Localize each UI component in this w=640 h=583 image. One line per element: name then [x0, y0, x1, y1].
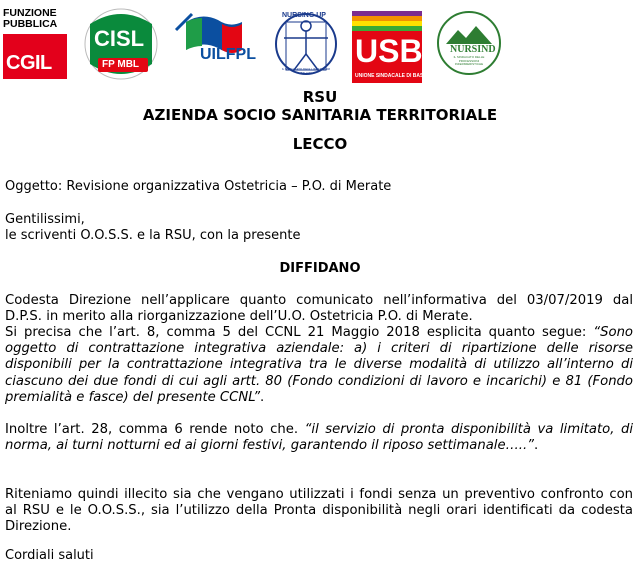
p2-line-1: [5, 325, 633, 341]
cisl-sub: FP MBL: [102, 59, 140, 70]
p3-line-2-quote: norma, ai turni notturni ed ai giorni festivi, garantendo il riposo settimanale…..”: [5, 438, 534, 454]
uilfpl-brand: UILFPL: [200, 46, 256, 63]
closing: Cordiali saluti: [5, 548, 94, 563]
p3-line-1-quote: “il servizio di pronta disponibilità va limitato, di: [304, 422, 633, 437]
p4-line-3: Direzione.: [5, 519, 72, 535]
p2-line-1-quote-start: “Sono: [593, 325, 633, 340]
paragraph-2: [5, 325, 633, 406]
usb-brand: USB: [355, 33, 423, 69]
p1-line-1: Codesta Direzione nell’applicare quanto comunicato nell’informativa del 03/07/2019 dal: [5, 293, 633, 308]
fp-cgil-line2: PUBBLICA: [3, 18, 58, 30]
paragraph-3: [5, 422, 633, 454]
p4-line-1: Riteniamo quindi illecito sia che vengano utilizzati i fondi senza un preventivo confronto con: [5, 487, 633, 502]
cisl-brand: CISL: [94, 26, 145, 51]
nursind-sub: IL SINDACATO DELLE PROFESSIONI INFERMIERISTICHE: [453, 55, 485, 66]
cisl-fp-logo: [84, 8, 158, 80]
fp-cgil-logo: [3, 8, 73, 82]
greeting: Gentilissimi,: [5, 212, 85, 227]
usb-logo: [352, 11, 427, 83]
union-logos-row: [0, 4, 640, 84]
p2-line-5-quote-end: premialità e fasce) del presente CCNL”: [5, 389, 261, 405]
nursind-brand: NURSIND: [450, 44, 496, 55]
uilfpl-logo: [172, 10, 260, 78]
paragraph-4: [5, 487, 633, 536]
uilfpl-flag-icon: [172, 10, 260, 78]
p2-line-5: [5, 390, 633, 406]
usb-sub: UNIONE SINDACALE DI BASE: [355, 73, 427, 79]
p2-line-5-period: .: [260, 389, 265, 405]
intro-line: le scriventi O.O.S.S. e la RSU, con la presente: [5, 228, 301, 243]
paragraph-1: [5, 293, 633, 325]
p4-line-2: al RSU e le O.O.S.S., sia l’utilizzo della Pronta disponibilità negli orari identificati da codesta: [5, 503, 633, 519]
nursing-up-top: NURSING UP: [282, 12, 326, 19]
p1-line-2: D.P.S. in merito alla riorganizzazione dell’U.O. Ostetricia P.O. di Merate.: [5, 309, 473, 325]
header-city: LECCO: [292, 135, 348, 153]
p2-line-4: ciascuno dei due fondi di cui agli artt. 80 (Fondo condizioni di lavoro e incarichi) e 81 (Fondo: [5, 373, 633, 389]
subject-line: Oggetto: Revisione organizzativa Ostetricia – P.O. di Merate: [5, 179, 392, 194]
p2-line-3: disponibili per la contrattazione integrativa tra le diverse modalità di utilizzo all’interno di: [5, 357, 633, 373]
p2-line-1-normal: Si precisa che l’art. 8, comma 5 del CCNL 21 Maggio 2018 esplicita quanto segue:: [5, 325, 594, 340]
header-rsu: RSU: [302, 88, 338, 106]
diffidano-heading: DIFFIDANO: [279, 261, 361, 276]
fp-cgil-brand: CGIL: [6, 52, 52, 74]
p3-line-2-period: .: [534, 438, 539, 454]
nursing-up-bottom: IL SINDACATO DEGLI INFERMIERI ITALIANI: [281, 67, 331, 75]
fp-cgil-line1: FUNZIONE: [3, 7, 57, 19]
fp-cgil-brand-box: [3, 34, 67, 79]
nursing-up-logo: [272, 4, 340, 82]
header-azienda: AZIENDA SOCIO SANITARIA TERRITORIALE: [142, 106, 498, 124]
p3-line-2: [5, 438, 633, 454]
nursind-logo: [436, 10, 502, 76]
p3-line-1-normal: Inoltre l’art. 28, comma 6 rende noto che.: [5, 422, 305, 437]
p2-line-2: oggetto di contrattazione integrativa aziendale: a) i criteri di ripartizione delle risorse: [5, 341, 633, 357]
p3-line-1: [5, 422, 633, 438]
